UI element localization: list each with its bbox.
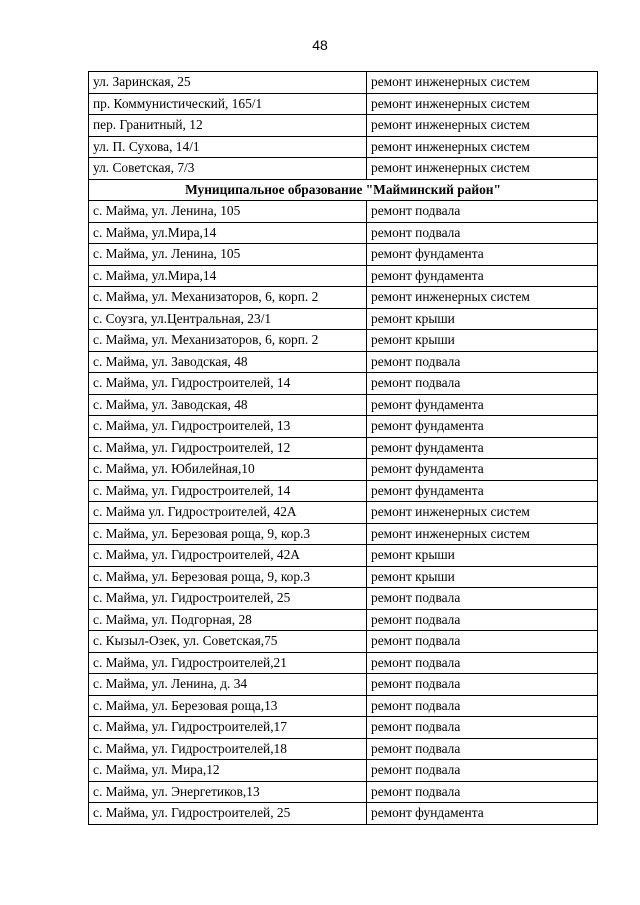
table-row (89, 609, 598, 631)
table-row (89, 244, 598, 266)
work-type-cell: ремонт подвала (367, 588, 598, 610)
address-cell: с. Майма, ул. Гидростроителей, 25 (89, 588, 367, 610)
address-cell: с. Майма, ул. Гидростроителей,21 (89, 652, 367, 674)
table-row (89, 631, 598, 653)
table-row (89, 760, 598, 782)
table-row (89, 222, 598, 244)
address-cell: с. Майма, ул. Подгорная, 28 (89, 609, 367, 631)
table-row (89, 136, 598, 158)
address-cell: с. Майма, ул. Мира,12 (89, 760, 367, 782)
table-row (89, 437, 598, 459)
table-row (89, 803, 598, 825)
table-row (89, 652, 598, 674)
address-cell: ул. Советская, 7/3 (89, 158, 367, 180)
address-cell: с. Майма, ул. Энергетиков,13 (89, 781, 367, 803)
work-type-cell: ремонт инженерных систем (367, 72, 598, 94)
work-type-cell: ремонт подвала (367, 201, 598, 223)
address-cell: с. Кызыл-Озек, ул. Советская,75 (89, 631, 367, 653)
address-cell: с. Майма, ул. Ленина, 105 (89, 201, 367, 223)
work-type-cell: ремонт инженерных систем (367, 158, 598, 180)
work-type-cell: ремонт подвала (367, 652, 598, 674)
address-cell: с. Майма, ул. Ленина, 105 (89, 244, 367, 266)
address-cell: с. Соузга, ул.Центральная, 23/1 (89, 308, 367, 330)
work-type-cell: ремонт подвала (367, 781, 598, 803)
table-row (89, 674, 598, 696)
work-type-cell: ремонт фундамента (367, 437, 598, 459)
address-cell: с. Майма, ул.Мира,14 (89, 222, 367, 244)
table-row (89, 308, 598, 330)
section-title: Муниципальное образование "Майминский район" (89, 179, 598, 201)
address-cell: с. Майма, ул. Гидростроителей, 25 (89, 803, 367, 825)
table-row (89, 523, 598, 545)
table-row (89, 201, 598, 223)
work-type-cell: ремонт инженерных систем (367, 287, 598, 309)
table-row (89, 502, 598, 524)
table-row (89, 373, 598, 395)
address-cell: с. Майма, ул. Механизаторов, 6, корп. 2 (89, 330, 367, 352)
address-cell: с. Майма, ул. Ленина, д. 34 (89, 674, 367, 696)
address-cell: с. Майма ул. Гидростроителей, 42А (89, 502, 367, 524)
work-type-cell: ремонт фундамента (367, 459, 598, 481)
work-type-cell: ремонт крыши (367, 308, 598, 330)
work-type-cell: ремонт подвала (367, 717, 598, 739)
table-row (89, 351, 598, 373)
address-cell: с. Майма, ул. Березовая роща, 9, кор.3 (89, 523, 367, 545)
work-type-cell: ремонт подвала (367, 631, 598, 653)
address-cell: с. Майма, ул. Гидростроителей, 13 (89, 416, 367, 438)
work-type-cell: ремонт подвала (367, 738, 598, 760)
address-cell: с. Майма, ул.Мира,14 (89, 265, 367, 287)
work-type-cell: ремонт инженерных систем (367, 136, 598, 158)
address-cell: с. Майма, ул. Березовая роща, 9, кор.3 (89, 566, 367, 588)
work-type-cell: ремонт крыши (367, 566, 598, 588)
address-cell: с. Майма, ул. Заводская, 48 (89, 351, 367, 373)
table-row (89, 93, 598, 115)
table-row (89, 158, 598, 180)
work-type-cell: ремонт инженерных систем (367, 115, 598, 137)
address-cell: с. Майма, ул. Гидростроителей,18 (89, 738, 367, 760)
address-cell: с. Майма, ул. Заводская, 48 (89, 394, 367, 416)
work-type-cell: ремонт фундамента (367, 803, 598, 825)
work-type-cell: ремонт подвала (367, 373, 598, 395)
address-cell: с. Майма, ул. Гидростроителей,17 (89, 717, 367, 739)
table-row (89, 459, 598, 481)
address-cell: с. Майма, ул. Гидростроителей, 12 (89, 437, 367, 459)
table-row (89, 545, 598, 567)
work-type-cell: ремонт подвала (367, 222, 598, 244)
address-cell: с. Майма, ул. Юбилейная,10 (89, 459, 367, 481)
work-type-cell: ремонт подвала (367, 609, 598, 631)
work-type-cell: ремонт крыши (367, 545, 598, 567)
work-type-cell: ремонт фундамента (367, 480, 598, 502)
address-cell: с. Майма, ул. Гидростроителей, 14 (89, 373, 367, 395)
work-type-cell: ремонт фундамента (367, 394, 598, 416)
table-row (89, 566, 598, 588)
table-row (89, 394, 598, 416)
repair-table-body (89, 72, 598, 825)
work-type-cell: ремонт подвала (367, 351, 598, 373)
table-row (89, 717, 598, 739)
address-cell: с. Майма, ул. Гидростроителей, 42А (89, 545, 367, 567)
table-row (89, 416, 598, 438)
table-row (89, 330, 598, 352)
table-row (89, 695, 598, 717)
work-type-cell: ремонт инженерных систем (367, 93, 598, 115)
table-row (89, 265, 598, 287)
address-cell: с. Майма, ул. Гидростроителей, 14 (89, 480, 367, 502)
address-cell: ул. П. Сухова, 14/1 (89, 136, 367, 158)
table-row (89, 738, 598, 760)
table-row (89, 588, 598, 610)
work-type-cell: ремонт фундамента (367, 244, 598, 266)
work-type-cell: ремонт инженерных систем (367, 502, 598, 524)
work-type-cell: ремонт подвала (367, 674, 598, 696)
table-row (89, 480, 598, 502)
work-type-cell: ремонт фундамента (367, 265, 598, 287)
page-number: 48 (312, 37, 328, 53)
table-row (89, 287, 598, 309)
repair-table (88, 71, 598, 825)
work-type-cell: ремонт инженерных систем (367, 523, 598, 545)
address-cell: с. Майма, ул. Механизаторов, 6, корп. 2 (89, 287, 367, 309)
address-cell: пр. Коммунистический, 165/1 (89, 93, 367, 115)
work-type-cell: ремонт подвала (367, 695, 598, 717)
table-row (89, 72, 598, 94)
address-cell: ул. Заринская, 25 (89, 72, 367, 94)
address-cell: с. Майма, ул. Березовая роща,13 (89, 695, 367, 717)
table-row (89, 781, 598, 803)
work-type-cell: ремонт подвала (367, 760, 598, 782)
work-type-cell: ремонт фундамента (367, 416, 598, 438)
address-cell: пер. Гранитный, 12 (89, 115, 367, 137)
table-row (89, 115, 598, 137)
section-header-row (89, 179, 598, 201)
work-type-cell: ремонт крыши (367, 330, 598, 352)
